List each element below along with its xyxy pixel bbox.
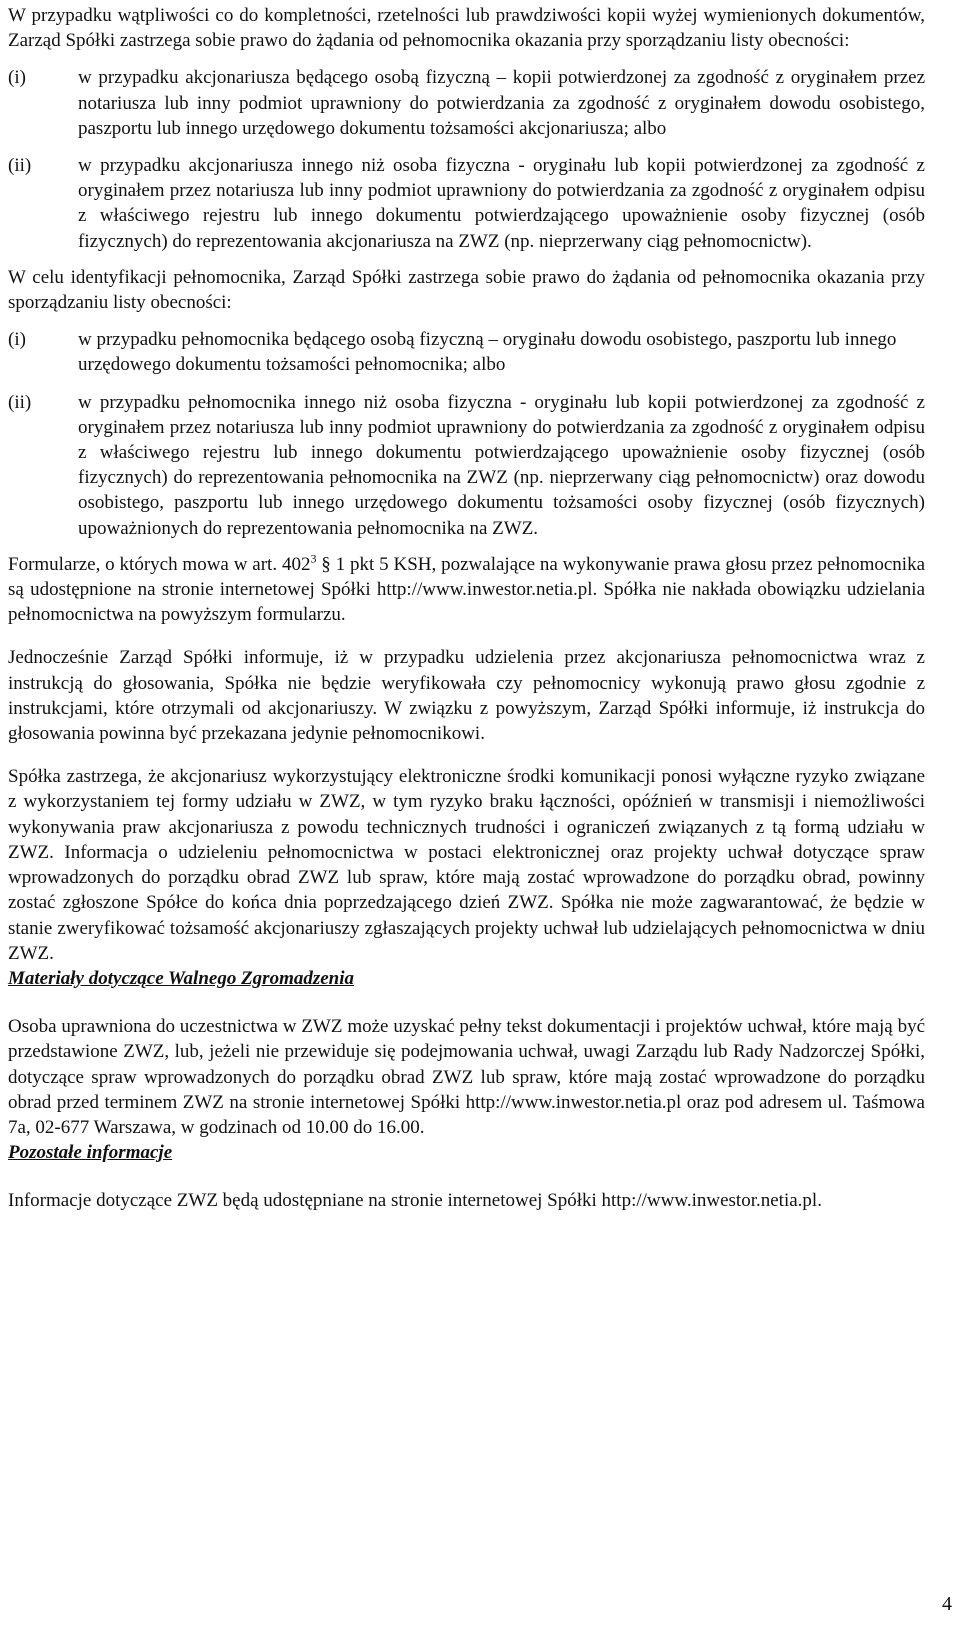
list-text: w przypadku pełnomocnika będącego osobą fizyczną – oryginału dowodu osobistego, paszportu lub innego urzędowego dokumentu tożsamości pełnomocnika; albo — [78, 329, 897, 376]
pozostale-heading: Pozostałe informacje — [8, 1142, 173, 1164]
list-number: (ii) — [8, 155, 32, 177]
jednoczesnie-paragraph: Jednocześnie Zarząd Spółki informuje, iż w przypadku udzielenia przez akcjonariusza pełnomocnictwa wraz z instrukcją do głosowania, Spółka nie będzie weryfikowała czy pełnomocnicy wykonują prawo głosu zgodnie z instrukcjami, które otrzymali od akcjonariuszy. W związku z powyższym, Zarząd Spółki informuje, iż instrukcja do głosowania powinna być przekazana jedynie pełnomocnikowi. — [8, 647, 925, 745]
list-number: (i) — [8, 329, 26, 351]
article-superscript: 3 — [310, 551, 317, 566]
list-text: w przypadku pełnomocnika innego niż osoba fizyczna - oryginału lub kopii potwierdzonej za zgodność z oryginałem przez notariusza lub inny podmiot uprawniony do potwierdzania za zgodność z oryginałem odpisu z właściwego rejestru lub innego dokumentu potwierdzającego upoważnienie osoby fizycznej (osób fizycznych) do reprezentowania pełnomocnika na ZWZ (np. nieprzerwany ciąg pełnomocnictw) oraz dowodu osobistego, paszportu lub innego urzędowego dokumentu tożsamości osoby fizycznej (osób fizycznych) upoważnionych do reprezentowania pełnomocnika na ZWZ. — [78, 391, 925, 539]
section2-intro: W celu identyfikacji pełnomocnika, Zarząd Spółki zastrzega sobie prawo do żądania od pełnomocnika okazania przy sporządzaniu listy obecności: — [8, 266, 925, 314]
list-number: (ii) — [8, 391, 32, 413]
list-text: w przypadku akcjonariusza innego niż osoba fizyczna - oryginału lub kopii potwierdzonej za zgodność z oryginałem przez notariusza lub inny podmiot uprawniony do potwierdzania za zgodność z oryginałem odpisu z właściwego rejestru lub innego dokumentu potwierdzającego upoważnienie osoby fizycznej (osób fizycznych) do reprezentowania akcjonariusza na ZWZ (np. nieprzerwany ciąg pełnomocnictw). — [78, 155, 925, 252]
materialy-heading: Materiały dotyczące Walnego Zgromadzenia — [8, 967, 355, 989]
document-page — [8, 3, 925, 1214]
zastrzega-paragraph: Spółka zastrzega, że akcjonariusz wykorzystujący elektroniczne środki komunikacji ponosi wyłączne ryzyko związane z wykorzystaniem tej formy udziału w ZWZ, w tym ryzyko braku łączności, opóźnień w transmisji i niemożliwości wykonywania praw akcjonariusza z powodu technicznych trudności i ograniczeń związanych z tą formą udziału w ZWZ. Informacja o udzieleniu pełnomocnictwa w postaci elektronicznej oraz projekty uchwał dotyczące spraw wprowadzonych do porządku obrad ZWZ lub spraw, które mają zostać wprowadzone do porządku obrad, powinny zostać zgłoszone Spółce do końca dnia poprzedzającego dzień ZWZ. Spółka nie może zagwarantować, że będzie w stanie zweryfikować tożsamość akcjonariuszy zgłaszających projekty uchwał lub udzielających pełnomocnictwa w dniu ZWZ. — [8, 766, 925, 964]
formularze-paragraph — [8, 552, 925, 628]
pozostale-paragraph: Informacje dotyczące ZWZ będą udostępniane na stronie internetowej Spółki http://www.inwestor.netia.pl. — [8, 1190, 822, 1212]
list-text: w przypadku akcjonariusza będącego osobą fizyczną – kopii potwierdzonej za zgodność z oryginałem przez notariusza lub inny podmiot uprawniony do potwierdzania za zgodność z oryginałem dowodu osobistego, paszportu lub innego urzędowego dokumentu tożsamości akcjonariusza; albo — [78, 67, 925, 139]
page-number: 4 — [942, 1593, 952, 1615]
section2-item-1 — [8, 327, 925, 377]
section1-item-1 — [8, 65, 925, 141]
formularze-text-start: Formularze, o których mowa w art. 402 — [8, 553, 311, 575]
section1-intro: W przypadku wątpliwości co do kompletności, rzetelności lub prawdziwości kopii wyżej wymienionych dokumentów, Zarząd Spółki zastrzega sobie prawo do żądania od pełnomocnika okazania przy sporządzaniu listy obecności: — [8, 5, 925, 52]
section2-item-2 — [8, 390, 925, 541]
formularze-text-end: § 1 pkt 5 KSH, pozwalające na wykonywanie prawa głosu przez pełnomocnika są udostępnione na stronie internetowej Spółki http://www.inwestor.netia.pl. Spółka nie nakłada obowiązku udzielania pełnomocnictwa na powyższym formularzu. — [8, 553, 925, 626]
list-number: (i) — [8, 67, 26, 89]
section1-item-2 — [8, 153, 925, 254]
materialy-paragraph: Osoba uprawniona do uczestnictwa w ZWZ może uzyskać pełny tekst dokumentacji i projektów uchwał, które mają być przedstawione ZWZ, lub, jeżeli nie przewiduje się podejmowania uchwał, uwagi Zarządu lub Rady Nadzorczej Spółki, dotyczące spraw wprowadzonych do porządku obrad ZWZ lub spraw, które mają zostać wprowadzone do porządku obrad przed terminem ZWZ na stronie internetowej Spółki http://www.inwestor.netia.pl oraz pod adresem ul. Taśmowa 7a, 02-677 Warszawa, w godzinach od 10.00 do 16.00. — [8, 1016, 925, 1138]
